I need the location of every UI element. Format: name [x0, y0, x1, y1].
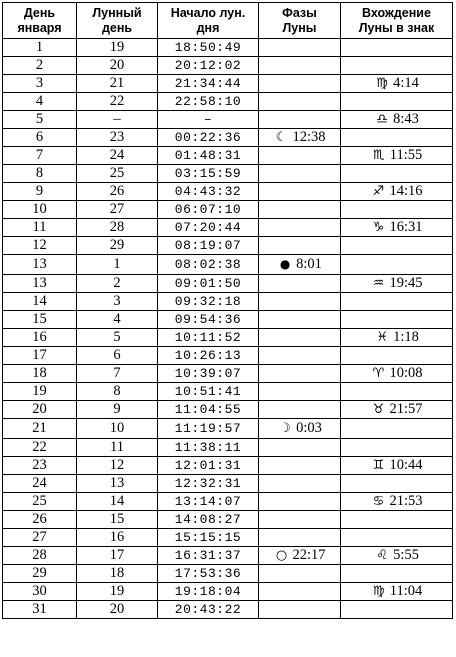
zodiac-entry-time: 14:16	[389, 183, 423, 199]
day-cell: 31	[3, 601, 77, 619]
day-cell: 24	[3, 475, 77, 493]
moon-phase-cell	[259, 39, 341, 57]
lunar-day-cell: 20	[77, 601, 158, 619]
day-cell: 16	[3, 329, 77, 347]
start-time-cell: 07:20:44	[158, 219, 259, 237]
lunar-day-cell: 19	[77, 583, 158, 601]
table-row	[3, 383, 453, 401]
day-cell: 28	[3, 547, 77, 565]
lunar-day-cell: 27	[77, 201, 158, 219]
day-cell: 29	[3, 565, 77, 583]
moon-phase-cell	[259, 93, 341, 111]
lunar-day-cell: 26	[77, 183, 158, 201]
moon-phase-cell	[259, 439, 341, 457]
start-time-cell: 01:48:31	[158, 147, 259, 165]
lunar-day-cell: 23	[77, 129, 158, 147]
moon-phase-time: 0:03	[296, 420, 322, 436]
start-time-cell: 12:32:31	[158, 475, 259, 493]
moon-phase-cell	[259, 529, 341, 547]
lunar-day-cell: 11	[77, 439, 158, 457]
zodiac-entry-time: 11:04	[389, 583, 423, 599]
start-time-cell: 16:31:37	[158, 547, 259, 565]
zodiac-entry-time: 11:55	[389, 147, 423, 163]
table-row	[3, 93, 453, 111]
start-time-cell: 11:38:11	[158, 439, 259, 457]
zodiac-entry-time: 21:57	[389, 401, 423, 417]
moon-phase-cell	[259, 419, 341, 439]
header-sign	[341, 3, 453, 39]
table-row	[3, 329, 453, 347]
table-body	[3, 39, 453, 619]
table-row	[3, 439, 453, 457]
start-time-cell: 10:39:07	[158, 365, 259, 383]
lunar-day-cell: 16	[77, 529, 158, 547]
table-row	[3, 293, 453, 311]
moon-phase-icon: ☾	[275, 130, 288, 145]
table-row	[3, 255, 453, 275]
moon-phase-cell	[259, 475, 341, 493]
day-cell: 14	[3, 293, 77, 311]
start-time-cell: 20:43:22	[158, 601, 259, 619]
table-row	[3, 401, 453, 419]
table-row	[3, 347, 453, 365]
moon-phase-cell	[259, 255, 341, 275]
zodiac-sign-cell	[341, 493, 453, 511]
lunar-day-cell: 3	[77, 293, 158, 311]
day-cell: 1	[3, 39, 77, 57]
table-row	[3, 583, 453, 601]
header-phase-line2: Луны	[282, 20, 317, 35]
table-row	[3, 111, 453, 129]
table-row	[3, 147, 453, 165]
table-row	[3, 529, 453, 547]
zodiac-sign-cell	[341, 583, 453, 601]
moon-phase-time: 8:01	[296, 256, 322, 272]
day-cell: 2	[3, 57, 77, 75]
day-cell: 22	[3, 439, 77, 457]
zodiac-sign-cell	[341, 439, 453, 457]
table-row	[3, 275, 453, 293]
lunar-day-cell: 6	[77, 347, 158, 365]
lunar-day-cell: 14	[77, 493, 158, 511]
lunar-day-cell: 28	[77, 219, 158, 237]
header-start-line1: Начало лун.	[170, 5, 246, 20]
header-lunar-line2: день	[101, 20, 133, 35]
moon-phase-cell	[259, 219, 341, 237]
day-cell: 7	[3, 147, 77, 165]
zodiac-sign-cell	[341, 183, 453, 201]
zodiac-sign-cell	[341, 75, 453, 93]
zodiac-sign-icon: ♓	[376, 330, 388, 345]
table-row	[3, 511, 453, 529]
start-time-cell: 08:19:07	[158, 237, 259, 255]
zodiac-sign-cell	[341, 565, 453, 583]
day-cell: 19	[3, 383, 77, 401]
zodiac-sign-cell	[341, 147, 453, 165]
zodiac-sign-cell	[341, 311, 453, 329]
day-cell: 23	[3, 457, 77, 475]
lunar-day-cell: 10	[77, 419, 158, 439]
table-row	[3, 419, 453, 439]
table-row	[3, 57, 453, 75]
zodiac-sign-icon: ♏	[372, 148, 385, 163]
zodiac-sign-icon: ♈	[372, 366, 385, 381]
zodiac-sign-cell	[341, 457, 453, 475]
start-time-cell: 20:12:02	[158, 57, 259, 75]
zodiac-sign-cell	[341, 547, 453, 565]
moon-phase-cell	[259, 201, 341, 219]
moon-phase-cell	[259, 583, 341, 601]
start-time-cell: 10:26:13	[158, 347, 259, 365]
zodiac-entry-time: 19:45	[389, 275, 423, 291]
zodiac-entry-time: 21:53	[389, 493, 423, 509]
table-row	[3, 39, 453, 57]
table-row	[3, 165, 453, 183]
start-time-cell: 17:53:36	[158, 565, 259, 583]
zodiac-sign-icon: ♍	[376, 76, 388, 91]
table-row	[3, 311, 453, 329]
zodiac-sign-icon: ♐	[372, 184, 385, 199]
day-cell: 27	[3, 529, 77, 547]
start-time-cell: 04:43:32	[158, 183, 259, 201]
table-row	[3, 565, 453, 583]
table-row	[3, 75, 453, 93]
lunar-day-cell: 7	[77, 365, 158, 383]
moon-phase-cell	[259, 57, 341, 75]
zodiac-sign-cell	[341, 57, 453, 75]
zodiac-sign-cell	[341, 275, 453, 293]
start-time-cell: 09:32:18	[158, 293, 259, 311]
start-time-cell: 09:01:50	[158, 275, 259, 293]
moon-phase-cell	[259, 275, 341, 293]
zodiac-sign-cell	[341, 111, 453, 129]
day-cell: 4	[3, 93, 77, 111]
header-phase-line1: Фазы	[282, 5, 317, 20]
table-row	[3, 237, 453, 255]
header-phase	[259, 3, 341, 39]
zodiac-sign-icon: ♑	[372, 220, 385, 235]
table-row	[3, 201, 453, 219]
lunar-day-cell: 15	[77, 511, 158, 529]
moon-phase-cell	[259, 147, 341, 165]
day-cell: 20	[3, 401, 77, 419]
day-cell: 9	[3, 183, 77, 201]
moon-phase-cell	[259, 601, 341, 619]
header-start-line2: дня	[196, 20, 220, 35]
lunar-day-cell: 25	[77, 165, 158, 183]
day-cell: 12	[3, 237, 77, 255]
zodiac-sign-cell	[341, 511, 453, 529]
zodiac-sign-cell	[341, 383, 453, 401]
day-cell: 17	[3, 347, 77, 365]
moon-phase-cell	[259, 311, 341, 329]
day-cell: 13	[3, 255, 77, 275]
moon-phase-cell	[259, 383, 341, 401]
moon-phase-icon: ○	[275, 548, 288, 563]
start-time-cell: 08:02:38	[158, 255, 259, 275]
start-time-cell: 10:51:41	[158, 383, 259, 401]
moon-phase-cell	[259, 457, 341, 475]
header-day	[3, 3, 77, 39]
lunar-day-cell: 4	[77, 311, 158, 329]
zodiac-entry-time: 4:14	[393, 75, 419, 91]
header-sign-line2: Луны в знак	[358, 20, 435, 35]
lunar-day-cell: 9	[77, 401, 158, 419]
moon-phase-cell	[259, 237, 341, 255]
zodiac-sign-icon: ♌	[376, 548, 388, 563]
zodiac-sign-cell	[341, 93, 453, 111]
zodiac-sign-icon: ♎	[376, 112, 388, 127]
lunar-day-cell: 2	[77, 275, 158, 293]
zodiac-entry-time: 1:18	[393, 329, 419, 345]
lunar-day-cell: 1	[77, 255, 158, 275]
moon-phase-cell	[259, 111, 341, 129]
zodiac-entry-time: 10:44	[389, 457, 423, 473]
lunar-day-cell: 18	[77, 565, 158, 583]
lunar-day-cell: 22	[77, 93, 158, 111]
zodiac-sign-cell	[341, 401, 453, 419]
lunar-day-cell: 13	[77, 475, 158, 493]
zodiac-sign-cell	[341, 365, 453, 383]
lunar-day-cell: –	[77, 111, 158, 129]
zodiac-sign-icon: ♍	[372, 584, 385, 599]
zodiac-sign-cell	[341, 529, 453, 547]
table-row	[3, 493, 453, 511]
moon-phase-cell	[259, 293, 341, 311]
day-cell: 25	[3, 493, 77, 511]
day-cell: 8	[3, 165, 77, 183]
table-row	[3, 601, 453, 619]
lunar-day-cell: 29	[77, 237, 158, 255]
table-row	[3, 475, 453, 493]
zodiac-entry-time: 5:55	[393, 547, 419, 563]
table-row	[3, 457, 453, 475]
moon-phase-icon: ☽	[279, 421, 291, 436]
start-time-cell: 11:04:55	[158, 401, 259, 419]
start-time-cell: 06:07:10	[158, 201, 259, 219]
zodiac-entry-time: 16:31	[389, 219, 423, 235]
moon-phase-time: 22:17	[292, 547, 326, 563]
zodiac-sign-cell	[341, 237, 453, 255]
start-time-cell: 09:54:36	[158, 311, 259, 329]
zodiac-sign-cell	[341, 129, 453, 147]
zodiac-sign-icon: ♋	[372, 494, 385, 509]
moon-phase-cell	[259, 183, 341, 201]
table-row	[3, 547, 453, 565]
moon-phase-cell	[259, 547, 341, 565]
lunar-day-cell: 17	[77, 547, 158, 565]
lunar-day-cell: 12	[77, 457, 158, 475]
start-time-cell: 15:15:15	[158, 529, 259, 547]
start-time-cell: 18:50:49	[158, 39, 259, 57]
table-row	[3, 129, 453, 147]
header-row	[3, 3, 453, 39]
zodiac-sign-icon: ♒	[372, 276, 385, 291]
day-cell: 18	[3, 365, 77, 383]
start-time-cell: 12:01:31	[158, 457, 259, 475]
start-time-cell: 13:14:07	[158, 493, 259, 511]
moon-phase-cell	[259, 165, 341, 183]
table-row	[3, 183, 453, 201]
zodiac-entry-time: 10:08	[389, 365, 423, 381]
start-time-cell: 11:19:57	[158, 419, 259, 439]
header-sign-line1: Вхождение	[362, 5, 431, 20]
start-time-cell: 00:22:36	[158, 129, 259, 147]
start-time-cell: –	[158, 111, 259, 129]
zodiac-sign-cell	[341, 347, 453, 365]
zodiac-sign-icon: ♉	[372, 402, 385, 417]
day-cell: 26	[3, 511, 77, 529]
header-lunar-day	[77, 3, 158, 39]
day-cell: 10	[3, 201, 77, 219]
header-day-line2: января	[17, 20, 62, 35]
lunar-day-cell: 21	[77, 75, 158, 93]
day-cell: 5	[3, 111, 77, 129]
moon-phase-cell	[259, 75, 341, 93]
table-row	[3, 365, 453, 383]
table-row	[3, 219, 453, 237]
start-time-cell: 03:15:59	[158, 165, 259, 183]
start-time-cell: 10:11:52	[158, 329, 259, 347]
lunar-day-cell: 5	[77, 329, 158, 347]
zodiac-sign-cell	[341, 219, 453, 237]
lunar-day-cell: 24	[77, 147, 158, 165]
lunar-day-cell: 19	[77, 39, 158, 57]
moon-phase-cell	[259, 347, 341, 365]
day-cell: 15	[3, 311, 77, 329]
moon-phase-cell	[259, 401, 341, 419]
start-time-cell: 21:34:44	[158, 75, 259, 93]
zodiac-entry-time: 8:43	[393, 111, 419, 127]
lunar-day-cell: 8	[77, 383, 158, 401]
moon-phase-cell	[259, 365, 341, 383]
day-cell: 30	[3, 583, 77, 601]
moon-phase-cell	[259, 329, 341, 347]
day-cell: 3	[3, 75, 77, 93]
start-time-cell: 14:08:27	[158, 511, 259, 529]
zodiac-sign-cell	[341, 601, 453, 619]
zodiac-sign-cell	[341, 419, 453, 439]
day-cell: 6	[3, 129, 77, 147]
zodiac-sign-cell	[341, 293, 453, 311]
zodiac-sign-cell	[341, 165, 453, 183]
day-cell: 13	[3, 275, 77, 293]
header-start	[158, 3, 259, 39]
moon-phase-icon: ●	[279, 257, 291, 271]
zodiac-sign-cell	[341, 329, 453, 347]
moon-phase-cell	[259, 129, 341, 147]
start-time-cell: 22:58:10	[158, 93, 259, 111]
lunar-day-cell: 20	[77, 57, 158, 75]
zodiac-sign-cell	[341, 255, 453, 275]
start-time-cell: 19:18:04	[158, 583, 259, 601]
header-lunar-line1: Лунный	[92, 5, 142, 20]
zodiac-sign-cell	[341, 475, 453, 493]
zodiac-sign-cell	[341, 39, 453, 57]
header-day-line1: День	[23, 5, 56, 20]
moon-phase-time: 12:38	[292, 129, 326, 145]
day-cell: 21	[3, 419, 77, 439]
lunar-calendar-table	[2, 2, 453, 619]
day-cell: 11	[3, 219, 77, 237]
moon-phase-cell	[259, 511, 341, 529]
moon-phase-cell	[259, 565, 341, 583]
zodiac-sign-icon: ♊	[372, 458, 385, 473]
moon-phase-cell	[259, 493, 341, 511]
zodiac-sign-cell	[341, 201, 453, 219]
